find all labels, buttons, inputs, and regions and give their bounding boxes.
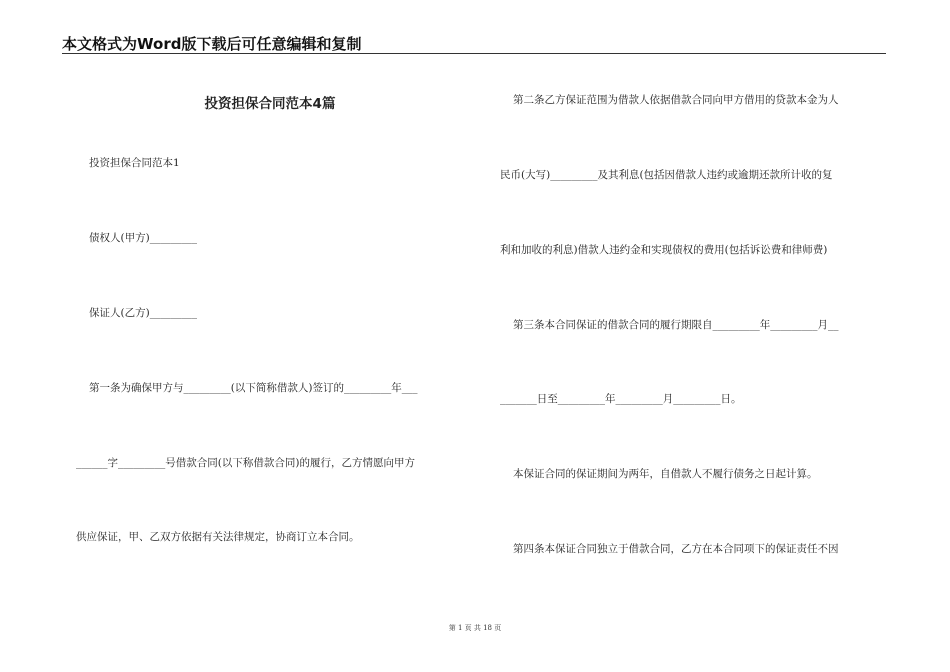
creditor-line: 债权人(甲方)_________ — [89, 232, 197, 244]
guarantor-line: 保证人(乙方)_________ — [89, 307, 197, 319]
paragraph-line: ______字_________号借款合同(以下称借款合同)的履行，乙方情愿向甲方 — [76, 457, 415, 469]
paragraph-line: _______日至_________年_________月_________日。 — [500, 393, 742, 405]
section-heading: 投资担保合同范本1 — [89, 157, 180, 169]
paragraph-line: 第三条本合同保证的借款合同的履行期限自_________年_________月__ — [513, 319, 839, 331]
page-number: 第 1 页 共 18 页 — [448, 624, 502, 632]
paragraph-line: 供应保证，甲、乙双方依据有关法律规定，协商订立本合同。 — [76, 531, 360, 543]
paragraph-line: 本保证合同的保证期间为两年，自借款人不履行债务之日起计算。 — [513, 468, 818, 480]
document-header: 本文格式为Word版下载后可任意编辑和复制 — [62, 35, 362, 53]
paragraph-line: 第一条为确保甲方与_________(以下简称借款人)签订的_________年___ — [89, 382, 418, 394]
paragraph-line: 第二条乙方保证范围为借款人依据借款合同向甲方借用的贷款本金为人 — [513, 94, 839, 106]
paragraph-line: 民币(大写)_________及其利息(包括因借款人违约或逾期还款所计收的复 — [500, 169, 833, 181]
paragraph-line: 第四条本保证合同独立于借款合同，乙方在本合同项下的保证责任不因 — [513, 543, 839, 555]
paragraph-line: 利和加收的利息)借款人违约金和实现债权的费用(包括诉讼费和律师费) — [500, 244, 828, 256]
document-title: 投资担保合同范本4篇 — [204, 96, 336, 112]
header-divider — [62, 53, 886, 54]
